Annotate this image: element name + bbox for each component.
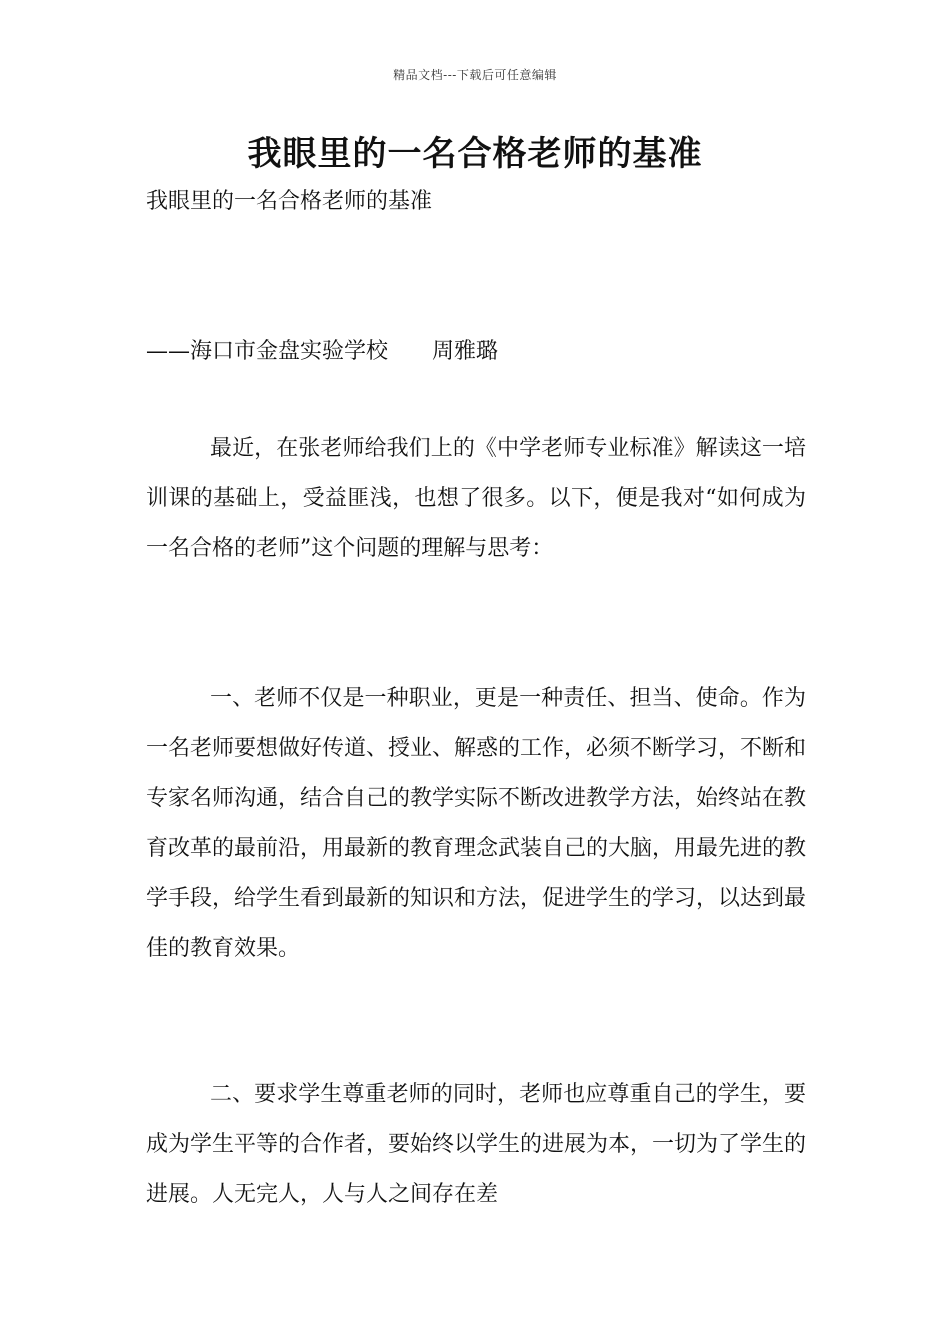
paragraph-point-two: 二、要求学生尊重老师的同时，老师也应尊重自己的学生，要成为学生平等的合作者，要始终以学生的进展为本，一切为了学生的进展。人无完人，人与人之间存在差: [146, 1082, 807, 1207]
paragraph-point-one: 一、老师不仅是一种职业，更是一种责任、担当、使命。作为一名老师要想做好传道、授业、解惑的工作，必须不断学习，不断和专家名师沟通，结合自己的教学实际不断改进教学方法，始终站在教育改革的最前沿，用最新的教育理念武装自己的大脑，用最先进的教学手段，给学生看到最新的知识和方法，促进学生的学习，以达到最佳的教育效果。: [146, 686, 807, 961]
header-note: 精品文档---下载后可任意编辑: [393, 68, 557, 82]
document-subtitle: 我眼里的一名合格老师的基准: [146, 189, 433, 214]
author-line: ——海口市金盘实验学校 周雅璐: [146, 339, 499, 364]
document-title: 我眼里的一名合格老师的基准: [247, 134, 703, 174]
paragraph-intro: 最近，在张老师给我们上的《中学老师专业标准》解读这一培训课的基础上，受益匪浅，也想了很多。以下，便是我对“如何成为一名合格的老师”这个问题的理解与思考：: [146, 436, 806, 561]
